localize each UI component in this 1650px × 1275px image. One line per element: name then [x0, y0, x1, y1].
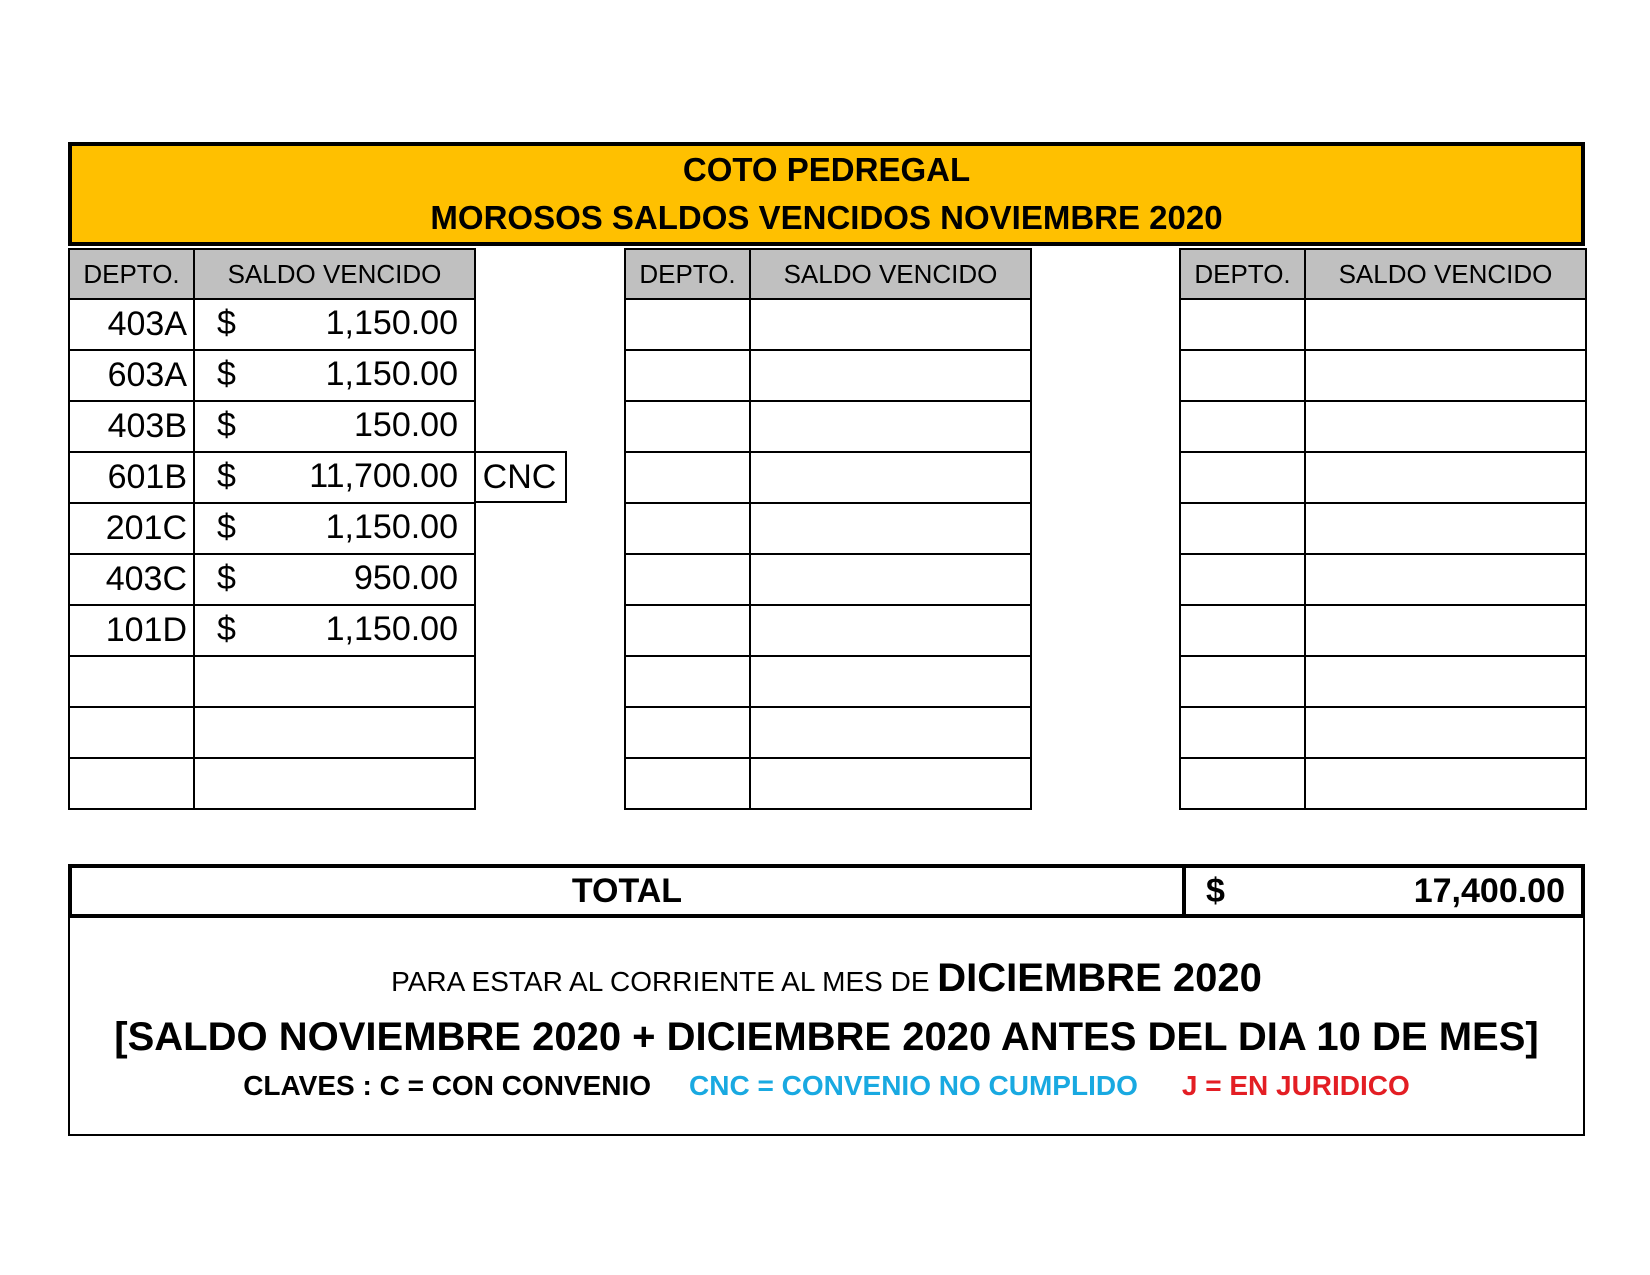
table-row-empty: [625, 554, 1031, 605]
table-row-empty: [625, 758, 1031, 809]
table-row-empty: [1180, 656, 1586, 707]
depto-cell: 403B: [69, 401, 194, 452]
saldo-cell: [194, 299, 475, 350]
empty-cell: [625, 554, 750, 605]
empty-cell: [1305, 758, 1586, 809]
report-subtitle: MOROSOS SALDOS VENCIDOS NOVIEMBRE 2020: [430, 199, 1223, 236]
table-row-empty: [1180, 350, 1586, 401]
empty-cell: [625, 401, 750, 452]
empty-cell: [625, 350, 750, 401]
depto-cell: 601B: [69, 452, 194, 503]
empty-cell: [750, 503, 1031, 554]
table-row-empty: [625, 350, 1031, 401]
empty-cell: [1305, 656, 1586, 707]
empty-cell: [1180, 656, 1305, 707]
table-row-empty: [625, 707, 1031, 758]
currency-symbol: $: [217, 559, 236, 597]
table-group-1: [68, 248, 476, 810]
total-amount: 17,400.00: [1413, 872, 1565, 910]
table-row: [69, 503, 475, 554]
currency-symbol: $: [217, 304, 236, 342]
empty-cell: [625, 503, 750, 554]
table-row-empty: [625, 605, 1031, 656]
table-row-empty: [1180, 401, 1586, 452]
saldo-amount: 150.00: [354, 406, 458, 444]
column-header-depto: DEPTO.: [69, 249, 194, 299]
currency-symbol: $: [217, 355, 236, 393]
table-row-empty: [1180, 605, 1586, 656]
empty-cell: [1305, 503, 1586, 554]
footer-line-1-prefix: PARA ESTAR AL CORRIENTE AL MES DE: [391, 966, 938, 997]
empty-cell: [1180, 707, 1305, 758]
empty-cell: [1305, 401, 1586, 452]
saldo-cell: [194, 401, 475, 452]
table-row: [69, 554, 475, 605]
report-title: COTO PEDREGAL: [682, 151, 971, 188]
saldo-amount: 1,150.00: [325, 508, 458, 546]
column-header-depto: DEPTO.: [1180, 249, 1305, 299]
table-row: [69, 401, 475, 452]
total-row: [68, 864, 1585, 918]
empty-cell: [1305, 350, 1586, 401]
saldo-cell: [194, 554, 475, 605]
column-header-saldo: SALDO VENCIDO: [750, 249, 1031, 299]
empty-cell: [1180, 452, 1305, 503]
empty-cell: [625, 299, 750, 350]
table-row-empty: [625, 656, 1031, 707]
empty-cell: [69, 656, 194, 707]
empty-cell: [750, 656, 1031, 707]
table-row-empty: [625, 503, 1031, 554]
saldo-amount: 1,150.00: [325, 610, 458, 648]
table-row: [69, 299, 475, 350]
empty-cell: [1305, 452, 1586, 503]
table-row-empty: [1180, 452, 1586, 503]
clave-j-label: J = EN JURIDICO: [1181, 1070, 1410, 1101]
table-group-2: [624, 248, 1032, 810]
table-row-empty: [625, 299, 1031, 350]
total-divider: [1182, 868, 1186, 914]
empty-cell: [750, 299, 1031, 350]
empty-cell: [1180, 299, 1305, 350]
saldo-cell: [194, 350, 475, 401]
saldo-amount: 1,150.00: [325, 304, 458, 342]
empty-cell: [1180, 758, 1305, 809]
table-row-empty: [1180, 503, 1586, 554]
saldo-cell: [194, 503, 475, 554]
column-header-saldo: SALDO VENCIDO: [1305, 249, 1586, 299]
currency-symbol: $: [217, 508, 236, 546]
empty-cell: [69, 707, 194, 758]
table-row-empty: [625, 401, 1031, 452]
empty-cell: [625, 452, 750, 503]
table-group-3: [1179, 248, 1587, 810]
column-header-saldo: SALDO VENCIDO: [194, 249, 475, 299]
saldo-cell: [194, 452, 475, 503]
empty-cell: [1305, 605, 1586, 656]
column-header-depto: DEPTO.: [625, 249, 750, 299]
saldo-cell: [194, 605, 475, 656]
footer-line-1-month: DICIEMBRE 2020: [937, 956, 1262, 1000]
table-row-empty: [1180, 707, 1586, 758]
footer-line-2: [SALDO NOVIEMBRE 2020 + DICIEMBRE 2020 ANTES DEL DIA 10 DE MES]: [114, 1015, 1539, 1059]
empty-cell: [750, 605, 1031, 656]
claves-legend: [70, 1066, 1583, 1106]
empty-cell: [1180, 350, 1305, 401]
saldo-amount: 11,700.00: [309, 457, 458, 495]
footer-box: [68, 918, 1585, 1136]
empty-cell: [750, 554, 1031, 605]
table-row-empty: [69, 656, 475, 707]
total-label: TOTAL: [571, 872, 683, 910]
empty-cell: [69, 758, 194, 809]
empty-cell: [1180, 554, 1305, 605]
empty-cell: [750, 401, 1031, 452]
table-row: [69, 452, 475, 503]
empty-cell: [1180, 401, 1305, 452]
depto-cell: 201C: [69, 503, 194, 554]
table-row-empty: [625, 452, 1031, 503]
table-row: [69, 350, 475, 401]
clave-c-label: CLAVES : C = CON CONVENIO: [243, 1070, 652, 1101]
saldo-amount: 950.00: [354, 559, 458, 597]
report-header: [68, 142, 1585, 246]
empty-cell: [1305, 299, 1586, 350]
clave-cnc-label: CNC = CONVENIO NO CUMPLIDO: [689, 1070, 1138, 1101]
table-row-empty: [1180, 758, 1586, 809]
empty-cell: [750, 707, 1031, 758]
currency-symbol: $: [217, 457, 236, 495]
empty-cell: [1305, 707, 1586, 758]
empty-cell: [194, 758, 475, 809]
empty-cell: [750, 758, 1031, 809]
depto-cell: 403C: [69, 554, 194, 605]
table-row-empty: [69, 758, 475, 809]
table-row-empty: [1180, 554, 1586, 605]
empty-cell: [625, 605, 750, 656]
saldo-amount: 1,150.00: [325, 355, 458, 393]
clave-cnc-badge: CNC: [474, 451, 567, 503]
empty-cell: [1180, 503, 1305, 554]
empty-cell: [625, 758, 750, 809]
empty-cell: [194, 656, 475, 707]
depto-cell: 403A: [69, 299, 194, 350]
empty-cell: [1180, 605, 1305, 656]
empty-cell: [750, 350, 1031, 401]
total-currency: $: [1206, 872, 1225, 910]
depto-cell: 101D: [69, 605, 194, 656]
table-body-2: [625, 299, 1031, 809]
table-row: [69, 605, 475, 656]
table-body-1: [69, 299, 475, 809]
empty-cell: [1305, 554, 1586, 605]
currency-symbol: $: [217, 610, 236, 648]
depto-cell: 603A: [69, 350, 194, 401]
footer-line-1: [70, 952, 1583, 1004]
currency-symbol: $: [217, 406, 236, 444]
table-row-empty: [1180, 299, 1586, 350]
empty-cell: [194, 707, 475, 758]
table-row-empty: [69, 707, 475, 758]
empty-cell: [625, 656, 750, 707]
empty-cell: [750, 452, 1031, 503]
empty-cell: [625, 707, 750, 758]
table-body-3: [1180, 299, 1586, 809]
